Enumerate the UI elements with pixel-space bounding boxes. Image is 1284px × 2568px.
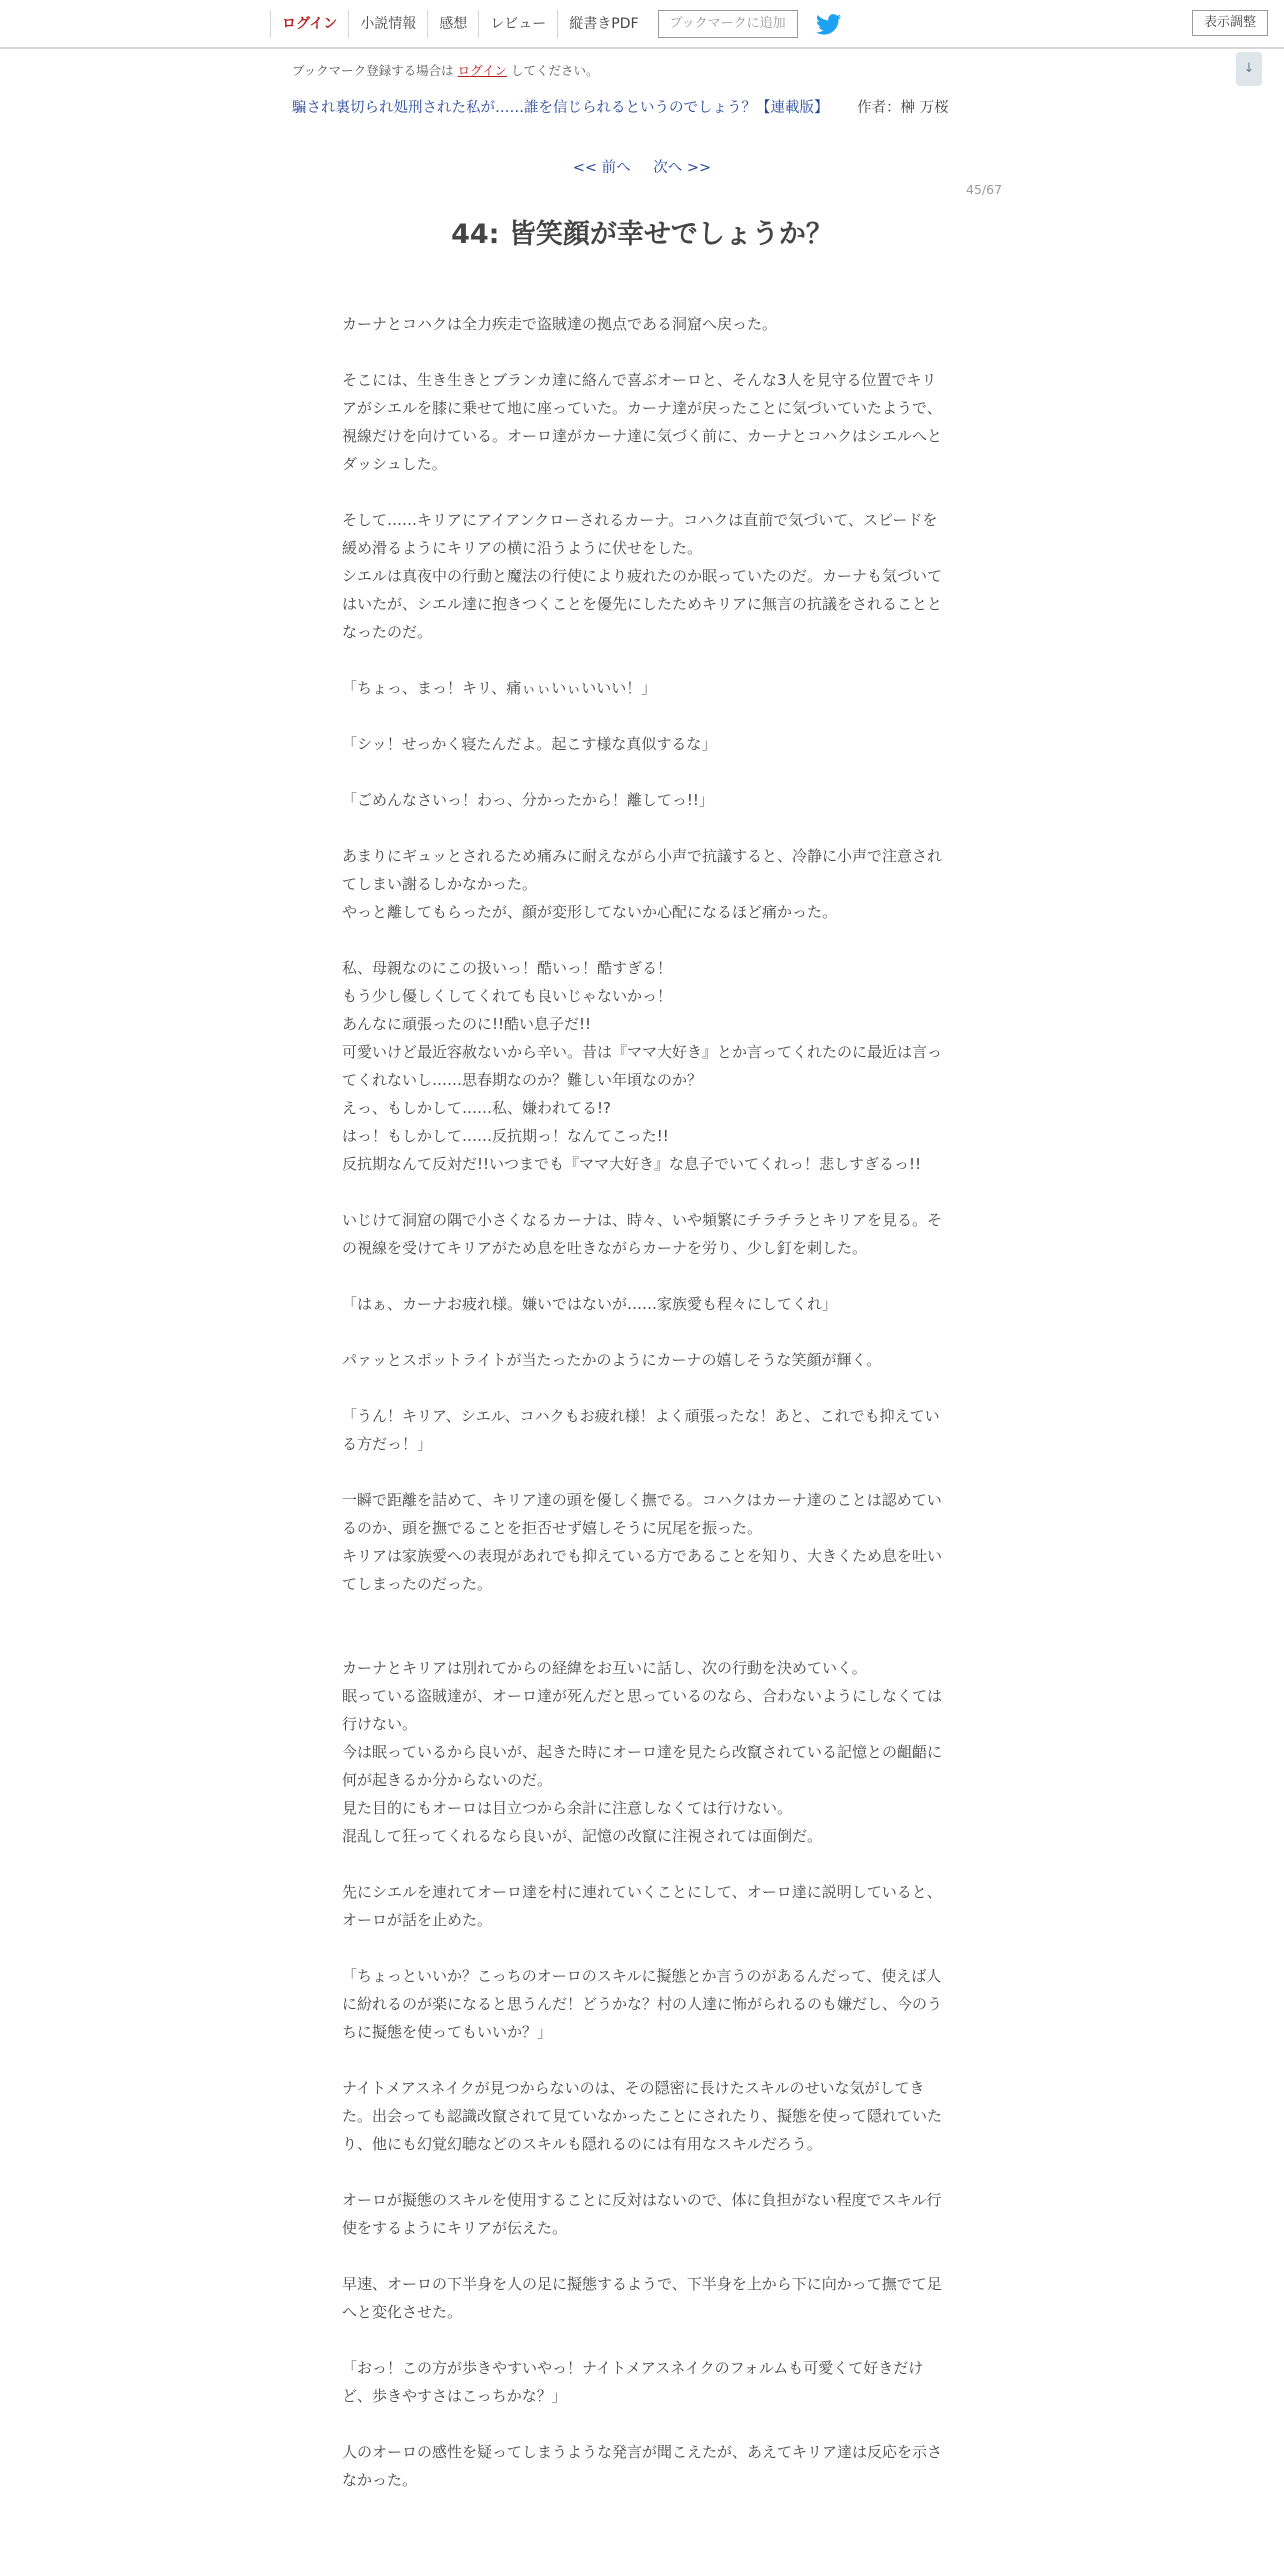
paragraph: ナイトメアスネイクが見つからないのは、その隠密に長けたスキルのせいな気がしてきた。出会っても認識改竄されて見ていなかったことにされたり、擬態を使って隠れていたり、他にも幻覚幻聴などのスキルも隠れるのには有用なスキルだろう。 [342, 2079, 943, 2153]
paragraph: 「うん！キリア、シエル、コハクもお疲れ様！よく頑張ったな！あと、これでも抑えている方だっ！」 [342, 1407, 940, 1453]
blank-line [342, 1626, 942, 1654]
blank-line [342, 2046, 942, 2074]
chapter-title: 44: 皆笑顔が幸せでしょうか？ [451, 219, 833, 250]
novel-title-link[interactable]: 騙され裏切られ処刑された私が……誰を信じられるというのでしょう？【連載版】 [292, 100, 829, 116]
blank-line [342, 702, 942, 730]
blank-line [342, 926, 942, 954]
blank-line [342, 1318, 942, 1346]
login-link[interactable]: ログイン [457, 63, 508, 78]
paragraph: はっ！もしかして……反抗期っ！なんてこった!! [342, 1127, 669, 1145]
blank-line [342, 1458, 942, 1486]
paragraph: 「ちょっ、まっ！キリ、痛ぃぃいぃいいい！」 [342, 679, 657, 697]
blank-line [342, 478, 942, 506]
next-chapter-link[interactable]: 次へ >> [653, 160, 712, 176]
blank-line [342, 1598, 942, 1626]
paragraph: パァッとスポットライトが当たったかのようにカーナの嬉しそうな笑顔が輝く。 [342, 1351, 882, 1369]
blank-line [342, 814, 942, 842]
main-nav [270, 10, 842, 38]
paragraph: 今は眠っているから良いが、起きた時にオーロ達を見たら改竄されている記憶との齟齬に何が起きるか分からないのだ。 [342, 1743, 943, 1789]
blank-line [342, 2410, 942, 2438]
author-name: 作者：榊 万桜 [857, 100, 949, 116]
blank-line [342, 2326, 942, 2354]
blank-line [342, 338, 942, 366]
paragraph: キリアは家族愛への表現があれでも抑えている方であることを知り、大きくため息を吐いてしまったのだった。 [342, 1547, 943, 1593]
novel-body [342, 310, 942, 2494]
paragraph: 可愛いけど最近容赦ないから辛い。昔は『ママ大好き』とか言ってくれたのに最近は言ってくれないし……思春期なのか？難しい年頃なのか？ [342, 1043, 943, 1089]
paragraph: 「シッ！せっかく寝たんだよ。起こす様な真似するな」 [342, 735, 717, 753]
paragraph: 先にシエルを連れてオーロ達を村に連れていくことにして、オーロ達に説明していると、オーロが話を止めた。 [342, 1883, 942, 1929]
top-header [0, 0, 1284, 49]
paragraph: 「ちょっといいか？こっちのオーロのスキルに擬態とか言うのがあるんだって、使えば人に紛れるのが楽になると思うんだ！どうかな？村の人達に怖がられるのも嫌だし、今のうちに擬態を使ってもいいか？」 [342, 1967, 943, 2041]
paragraph: 眠っている盗賊達が、オーロ達が死んだと思っているのなら、合わないようにしなくては行けない。 [342, 1687, 943, 1733]
chapter-count: 45/67 [966, 182, 1003, 197]
paragraph: 混乱して狂ってくれるなら良いが、記憶の改竄に注視されては面倒だ。 [342, 1827, 823, 1845]
blank-line [342, 1262, 942, 1290]
paragraph: 反抗期なんて反対だ!!いつまでも『ママ大好き』な息子でいてくれっ！悲しすぎるっ!! [342, 1155, 922, 1173]
paragraph: 「おっ！この方が歩きやすいやっ！ナイトメアスネイクのフォルムも可愛くて好きだけど、歩きやすさはこっちかな？」 [342, 2359, 924, 2405]
notice-text-after: してください。 [511, 63, 599, 78]
blank-line [342, 1850, 942, 1878]
paragraph: いじけて洞窟の隅で小さくなるカーナは、時々、いや頻繁にチラチラとキリアを見る。その視線を受けてキリアがため息を吐きながらカーナを労り、少し釘を刺した。 [342, 1211, 943, 1257]
blank-line [342, 646, 942, 674]
paragraph: あまりにギュッとされるため痛みに耐えながら小声で抗議すると、冷静に小声で注意されてしまい謝るしかなかった。 [342, 847, 943, 893]
nav-novel-info[interactable]: 小説情報 [348, 10, 427, 38]
chapter-pager [0, 156, 1284, 177]
blank-line [342, 1934, 942, 1962]
twitter-icon[interactable] [816, 13, 842, 35]
blank-line [342, 1374, 942, 1402]
paragraph: 早速、オーロの下半身を人の足に擬態するようで、下半身を上から下に向かって撫でて足へと変化させた。 [342, 2275, 942, 2321]
paragraph: 「はぁ、カーナお疲れ様。嫌いではないが……家族愛も程々にしてくれ」 [342, 1295, 838, 1313]
nav-login[interactable]: ログイン [270, 10, 348, 38]
paragraph: やっと離してもらったが、顔が変形してないか心配になるほど痛かった。 [342, 903, 838, 921]
paragraph: シエルは真夜中の行動と魔法の行使により疲れたのか眠っていたのだ。カーナも気づいてはいたが、シエル達に抱きつくことを優先にしたためキリアに無言の抗議をされることとなったのだ。 [342, 567, 943, 641]
nav-review[interactable]: レビュー [478, 10, 557, 38]
prev-chapter-link[interactable]: << 前へ [572, 160, 631, 176]
paragraph: 人のオーロの感性を疑ってしまうような発言が聞こえたが、あえてキリア達は反応を示さなかった。 [342, 2443, 943, 2489]
blank-line [342, 1178, 942, 1206]
paragraph: カーナとコハクは全力疾走で盗賊達の拠点である洞窟へ戻った。 [342, 315, 778, 333]
paragraph: 一瞬で距離を詰めて、キリア達の頭を優しく撫でる。コハクはカーナ達のことは認めているのか、頭を撫でることを拒否せず嬉しそうに尻尾を振った。 [342, 1491, 942, 1537]
paragraph: 私、母親なのにこの扱いっ！酷いっ！酷すぎる！ [342, 959, 673, 977]
scroll-down-button[interactable]: ↓ [1236, 52, 1262, 86]
nav-impressions[interactable]: 感想 [427, 10, 478, 38]
paragraph: そこには、生き生きとブランカ達に絡んで喜ぶオーロと、そんな3人を見守る位置でキリアがシエルを膝に乗せて地に座っていた。カーナ達が戻ったことに気づいていたようで、視線だけを向けている。オーロ達がカーナ達に気づく前に、カーナとコハクはシエルへとダッシュした。 [342, 371, 943, 473]
paragraph: 「ごめんなさいっ！わっ、分かったから！離してっ!!」 [342, 791, 714, 809]
paragraph: もう少し優しくしてくれても良いじゃないかっ！ [342, 987, 673, 1005]
blank-line [342, 2158, 942, 2186]
novel-series-info [292, 96, 949, 117]
paragraph: カーナとキリアは別れてからの経緯をお互いに話し、次の行動を決めていく。 [342, 1659, 867, 1677]
notice-text-before: ブックマーク登録する場合は [292, 63, 454, 78]
paragraph: オーロが擬態のスキルを使用することに反対はないので、体に負担がない程度でスキル行使をするようにキリアが伝えた。 [342, 2191, 942, 2237]
add-bookmark-button[interactable]: ブックマークに追加 [658, 10, 798, 38]
paragraph: そして……キリアにアイアンクローされるカーナ。コハクは直前で気づいて、スピードを緩め滑るようにキリアの横に沿うように伏せをした。 [342, 511, 938, 557]
display-settings-button[interactable]: 表示調整 [1192, 10, 1268, 36]
paragraph: 見た目的にもオーロは目立つから余計に注意しなくては行けない。 [342, 1799, 793, 1817]
paragraph: えっ、もしかして……私、嫌われてる!? [342, 1099, 611, 1117]
nav-vertical-pdf[interactable]: 縦書きPDF [557, 10, 649, 38]
blank-line [342, 758, 942, 786]
paragraph: あんなに頑張ったのに!!酷い息子だ!! [342, 1015, 592, 1033]
bookmark-login-notice [292, 61, 599, 79]
blank-line [342, 2242, 942, 2270]
